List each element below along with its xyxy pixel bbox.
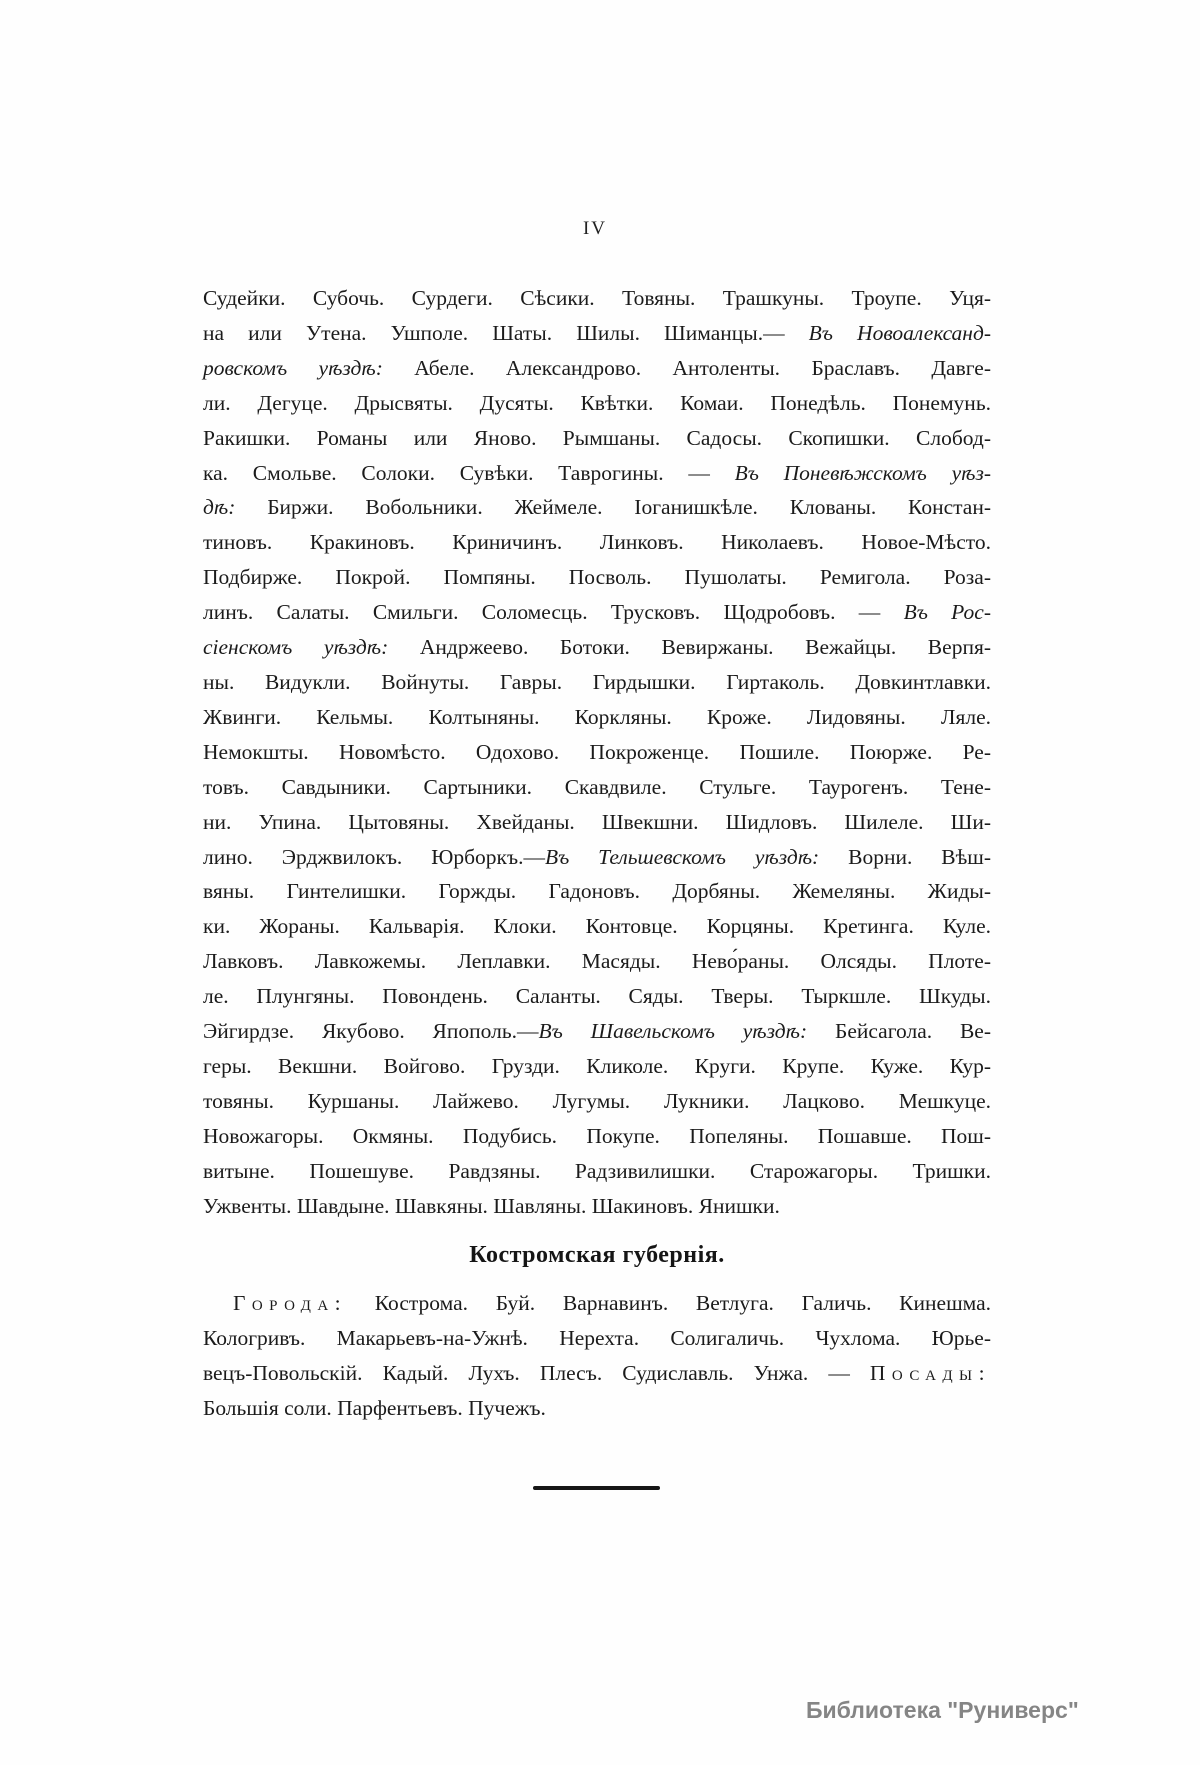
italic-text-segment: дѣ: <box>203 495 236 520</box>
text-segment: ки. Жораны. Кальварія. Клоки. Контовце. Корцяны. Кретинга. Куле. <box>203 914 991 939</box>
text-segment: Лавковъ. Лавкожемы. Леплавки. Масяды. Нево́раны. Олсяды. Плоте- <box>203 949 991 974</box>
text-segment: Судейки. Субочь. Сурдеги. Сѣсики. Товяны. Трашкуны. Троупе. Уця- <box>203 286 991 310</box>
library-watermark: Библиотека "Руниверс" <box>806 1697 1079 1723</box>
text-line <box>203 979 991 1014</box>
page-number: IV <box>582 218 608 239</box>
text-line <box>203 1014 991 1049</box>
italic-text-segment: Въ Новоалександ- <box>808 320 992 345</box>
text-line <box>203 735 991 770</box>
text-line <box>203 525 991 560</box>
text-segment: Кологривъ. Макарьевъ-на-Ужнѣ. Нерехта. Солигаличь. Чухлома. Юрье- <box>203 1325 991 1350</box>
text-segment: ле. Плунгяны. Повондень. Саланты. Сяды. Тверы. Тыркшле. Шкуды. <box>203 984 991 1009</box>
text-segment: геры. Векшни. Войгово. Грузди. Кликоле. Круги. Крупе. Куже. Кур- <box>203 1053 991 1078</box>
text-line <box>203 1119 991 1154</box>
italic-text-segment: Въ Шавельскомъ уѣздѣ: <box>538 1019 808 1044</box>
text-line <box>203 595 991 630</box>
text-segment: Немокшты. Новомѣсто. Одохово. Покроженце. Пошиле. Поюрже. Ре- <box>203 739 991 764</box>
text-line <box>203 770 991 805</box>
text-segment: ны. Видукли. Войнуты. Гавры. Гирдышки. Гиртаколь. Довкинтлавки. <box>203 669 991 694</box>
text-segment: Большія соли. Парфентьевъ. Пучежъ. <box>203 1395 546 1420</box>
small-caps-segment: Города: <box>233 1291 348 1315</box>
text-line <box>203 316 991 351</box>
small-caps-segment: Посады: <box>869 1360 991 1385</box>
text-segment: Бейсагола. Ве- <box>807 1019 991 1044</box>
text-line <box>203 421 991 456</box>
text-line <box>203 281 991 316</box>
text-segment: Кострома. Буй. Варнавинъ. Ветлуга. Галичь. Кинешма. <box>347 1291 991 1315</box>
text-segment: Ужвенты. Шавдыне. Шавкяны. Шавляны. Шакиновъ. Янишки. <box>203 1193 780 1218</box>
italic-text-segment: ровскомъ уѣздѣ: <box>203 355 383 380</box>
text-line <box>203 840 991 875</box>
text-line <box>203 874 991 909</box>
text-segment: товъ. Савдыники. Сартыники. Скавдвиле. Стульге. Таурогенъ. Тене- <box>203 774 991 799</box>
text-line <box>203 386 991 421</box>
text-line <box>203 1084 991 1119</box>
text-line <box>203 909 991 944</box>
text-segment: Жвинги. Кельмы. Колтыняны. Коркляны. Кроже. Лидовяны. Ляле. <box>203 704 991 729</box>
text-segment: ни. Упина. Цытовяны. Хвейданы. Швекшни. Шидловъ. Шилеле. Ши- <box>203 809 991 834</box>
text-segment: Абеле. Александрово. Антоленты. Браславъ. Давге- <box>382 355 991 380</box>
text-segment: вецъ-Повольскій. Кадый. Лухъ. Плесъ. Судиславль. Унжа. — <box>203 1360 870 1385</box>
text-line <box>203 805 991 840</box>
text-segment: Андржеево. Ботоки. Вевиржаны. Вежайцы. Верпя- <box>388 635 991 660</box>
text-segment: Биржи. Вобольники. Жеймеле. Іоганишкѣле. Клованы. Констан- <box>235 495 991 520</box>
text-line <box>203 630 991 665</box>
text-line <box>203 1049 991 1084</box>
text-line <box>203 665 991 700</box>
text-segment: Новожагоры. Окмяны. Подубись. Покупе. Попеляны. Пошавше. Пош- <box>203 1123 991 1148</box>
text-segment: линъ. Салаты. Смильги. Соломесць. Трусковъ. Щодробовъ. — <box>203 600 904 625</box>
text-line <box>203 1286 991 1321</box>
text-segment: Эйгирдзе. Якубово. Япополь.— <box>203 1019 539 1044</box>
kostroma-province-paragraph <box>203 1286 991 1426</box>
text-segment: товяны. Куршаны. Лайжево. Лугумы. Лукники. Лацково. Мешкуце. <box>203 1088 991 1113</box>
text-line <box>203 1391 991 1426</box>
text-line <box>203 1356 991 1391</box>
italic-text-segment: Въ Рос- <box>903 600 991 625</box>
text-segment: Подбирже. Покрой. Помпяны. Посволь. Пушолаты. Ремигола. Роза- <box>203 565 991 590</box>
text-line <box>203 456 991 491</box>
province-heading: Костромская губернія. <box>469 1242 725 1268</box>
section-divider-rule <box>533 1486 660 1490</box>
text-segment: ка. Смольве. Солоки. Сувѣки. Таврогины. — <box>203 460 735 485</box>
text-segment: лино. Эрджвилокъ. Юрборкъ.— <box>203 844 545 869</box>
text-line <box>203 560 991 595</box>
text-segment: тиновъ. Кракиновъ. Криничинъ. Линковъ. Николаевъ. Новое-Мѣсто. <box>203 530 991 555</box>
text-line <box>203 1154 991 1189</box>
text-line <box>203 1189 991 1224</box>
uyezd-settlements-paragraph <box>203 281 991 1223</box>
text-segment: Ворни. Вѣш- <box>819 844 991 869</box>
italic-text-segment: Въ Поневѣжскомъ уѣз- <box>734 460 991 485</box>
text-line <box>203 1321 991 1356</box>
text-line <box>203 700 991 735</box>
text-segment: Ракишки. Романы или Яново. Рымшаны. Садосы. Скопишки. Слобод- <box>203 425 991 450</box>
text-segment: на или Утена. Ушполе. Шаты. Шилы. Шиманцы.— <box>203 320 809 345</box>
text-line <box>203 944 991 979</box>
text-segment: вяны. Гинтелишки. Горжды. Гадоновъ. Дорбяны. Жемеляны. Жиды- <box>203 879 991 904</box>
italic-text-segment: Въ Тельшевскомъ уѣздѣ: <box>544 844 820 869</box>
text-line <box>203 351 991 386</box>
italic-text-segment: сіенскомъ уѣздѣ: <box>203 635 389 660</box>
text-segment: витыне. Пошешуве. Равдзяны. Радзивилишки. Старожагоры. Тришки. <box>203 1158 991 1183</box>
text-line <box>203 490 991 525</box>
text-segment: ли. Дегуце. Дрысвяты. Дусяты. Квѣтки. Комаи. Понедѣль. Понемунь. <box>203 390 991 415</box>
